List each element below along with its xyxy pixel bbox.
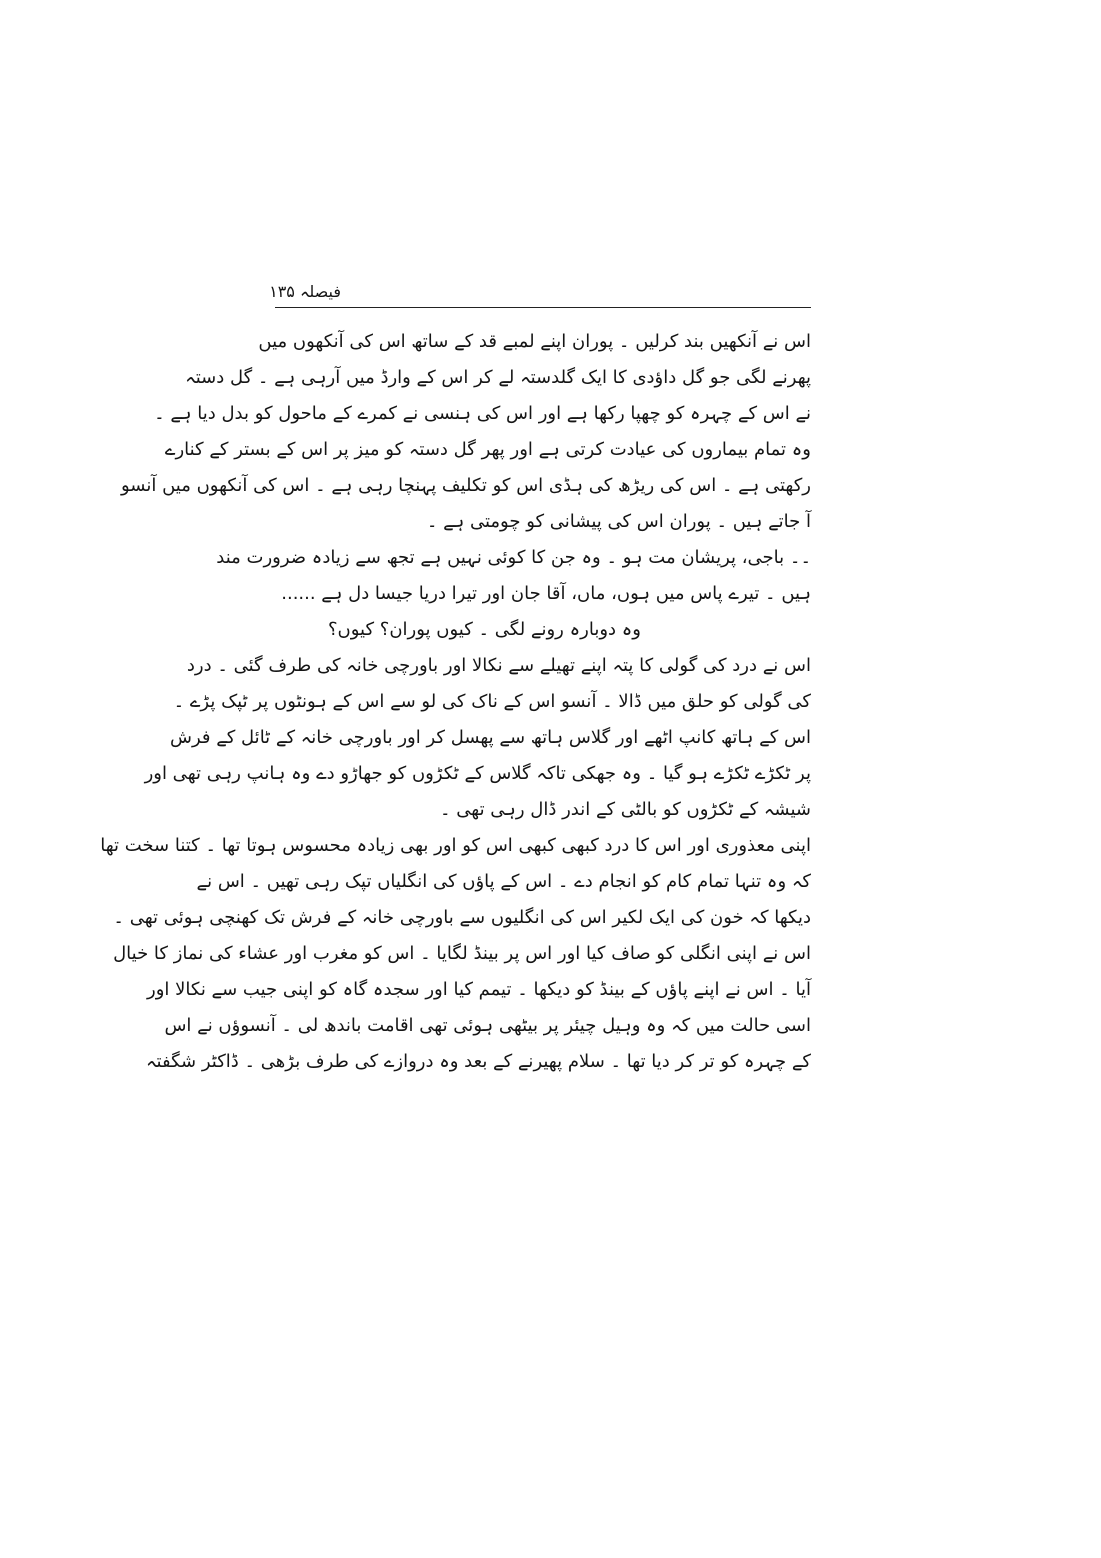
text-line-20: اسی حالت میں کہ وہ وہیل چیئر پر بیٹھی ہوئی تھی اقامت باندھ لی ۔ آنسوؤں نے اس <box>164 1015 811 1036</box>
text-line-2: پھرنے لگی جو گل داؤدی کا ایک گلدستہ لے کر اس کے وارڈ میں آرہی ہے ۔ گل دستہ <box>185 367 811 388</box>
text-line-11: کی گولی کو حلق میں ڈالا ۔ آنسو اس کے ناک کی لو سے اس کے ہونٹوں پر ٹپک پڑے ۔ <box>173 691 811 712</box>
page-header <box>269 282 811 308</box>
header-title-page-number: فیصلہ ۱۳۵ <box>269 282 341 301</box>
text-line-5: رکھتی ہے ۔ اس کی ریڑھ کی ہڈی اس کو تکلیف پہنچا رہی ہے ۔ اس کی آنکھوں میں آنسو <box>121 475 811 496</box>
text-line-9: وہ دوبارہ رونے لگی ۔ کیوں پوران؟ کیوں؟ <box>327 619 641 640</box>
text-line-7: ۔۔ باجی، پریشان مت ہو ۔ وہ جن کا کوئی نہیں ہے تجھ سے زیادہ ضرورت مند <box>216 547 811 568</box>
text-line-13: پر ٹکڑے ٹکڑے ہو گیا ۔ وہ جھکی تاکہ گلاس کے ٹکڑوں کو جھاڑو دے وہ ہانپ رہی تھی اور <box>144 763 811 784</box>
text-line-16: کہ وہ تنہا تمام کام کو انجام دے ۔ اس کے پاؤں کی انگلیاں تپک رہی تھیں ۔ اس نے <box>196 871 811 892</box>
text-line-1: اس نے آنکھیں بند کرلیں ۔ پوران اپنے لمبے قد کے ساتھ اس کی آنکھوں میں <box>258 331 811 352</box>
text-line-14: شیشہ کے ٹکڑوں کو بالٹی کے اندر ڈال رہی تھی ۔ <box>440 799 811 820</box>
text-line-18: اس نے اپنی انگلی کو صاف کیا اور اس پر بینڈ لگایا ۔ اس کو مغرب اور عشاء کی نماز کا خیال <box>113 943 811 964</box>
text-line-21: کے چہرہ کو تر کر دیا تھا ۔ سلام پھیرنے کے بعد وہ دروازے کی طرف بڑھی ۔ ڈاکٹر شگفتہ <box>146 1051 811 1072</box>
text-line-17: دیکھا کہ خون کی ایک لکیر اس کی انگلیوں سے باورچی خانہ کے فرش تک کھنچی ہوئی تھی ۔ <box>113 907 811 928</box>
page-body-text <box>100 324 811 1080</box>
text-line-12: اس کے ہاتھ کانپ اٹھے اور گلاس ہاتھ سے پھسل کر اور باورچی خانہ کے ٹائل کے فرش <box>169 727 811 748</box>
text-line-3: نے اس کے چہرہ کو چھپا رکھا ہے اور اس کی ہنسی نے کمرے کے ماحول کو بدل دیا ہے ۔ <box>154 403 811 424</box>
text-line-4: وہ تمام بیماروں کی عیادت کرتی ہے اور پھر گل دستہ کو میز پر اس کے بستر کے کنارے <box>164 439 811 460</box>
text-line-6: آ جاتے ہیں ۔ پوران اس کی پیشانی کو چومتی ہے ۔ <box>426 511 811 532</box>
text-line-10: اس نے درد کی گولی کا پتہ اپنے تھیلے سے نکالا اور باورچی خانہ کی طرف گئی ۔ درد <box>186 655 811 676</box>
text-line-15: اپنی معذوری اور اس کا درد کبھی کبھی اس کو اور بھی زیادہ محسوس ہوتا تھا ۔ کتنا سخت تھا <box>100 835 811 856</box>
text-line-8: ہیں ۔ تیرے پاس میں ہوں، ماں، آقا جان اور تیرا دریا جیسا دل ہے ...... <box>281 583 811 604</box>
text-line-19: آیا ۔ اس نے اپنے پاؤں کے بینڈ کو دیکھا ۔ تیمم کیا اور سجدہ گاہ کو اپنی جیب سے نکالا اور <box>147 979 811 1000</box>
